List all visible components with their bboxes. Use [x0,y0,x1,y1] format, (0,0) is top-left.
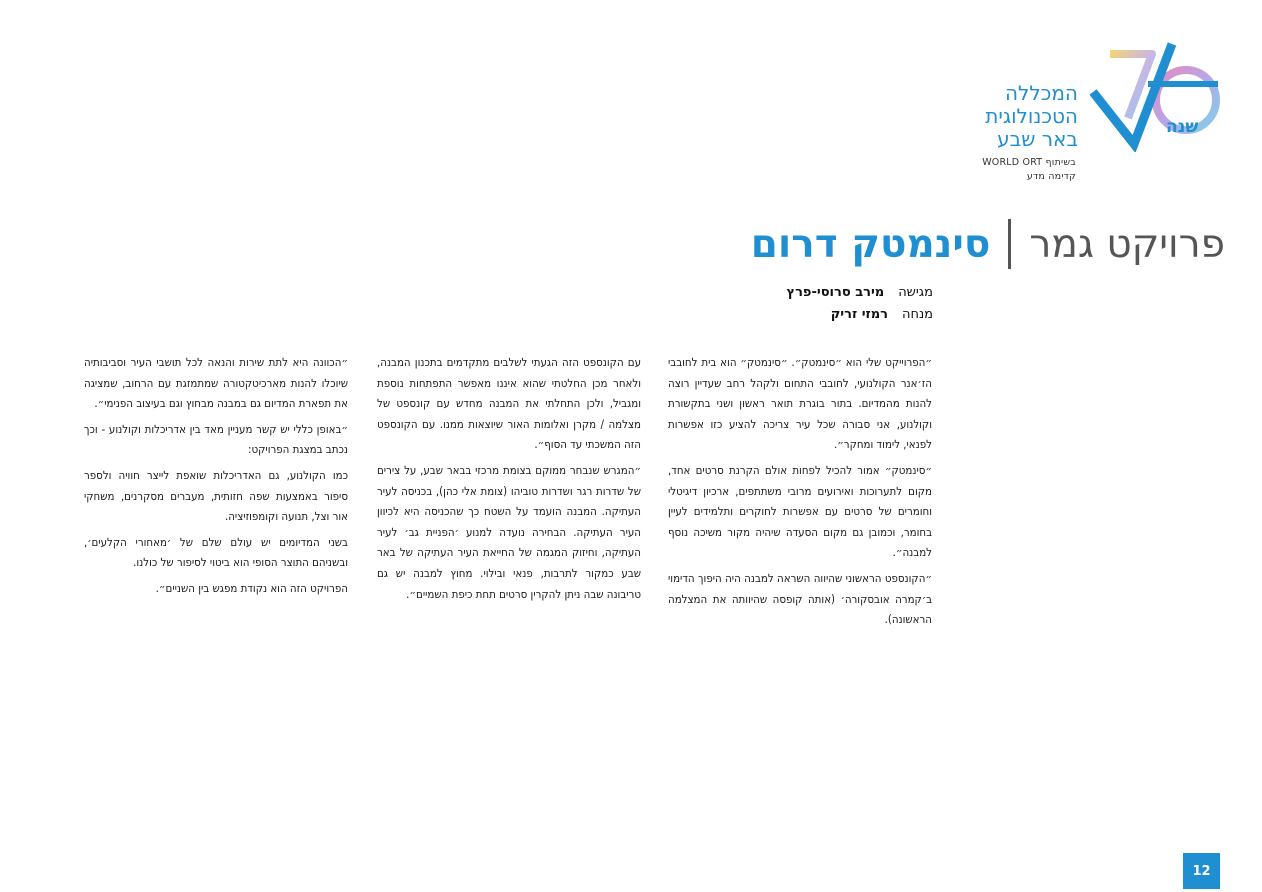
paragraph: עם הקונספט הזה הגעתי לשלבים מתקדמים בתכנון המבנה, ולאחר מכן החלטתי שהוא איננו מאפשר התפתחות נוספת ומגביל, ולכן התחלתי את המבנה מחדש עם קונספט של מצלמה / מקרן ואלומות האור שיוצאות ממנו. עם הקונספט הזה המשכתי עד הסוף״. [377,355,641,452]
paragraph: ״הכוונה היא לתת שירות והנאה לכל תושבי העיר וסביבותיה שיוכלו להנות מארכיטקטורה שמתמזגת עם הרחוב, שמציגה את תפארת המדיום גם במבנה מבחוץ וגם בעיצוב הפנימי״. [84,355,348,411]
paragraph: ״באופן כללי יש קשר מעניין מאד בין אדריכלות וקולנוע - וכך נכתב במצגת הפרויקט: [84,421,348,457]
title-prefix: פרויקט גמר [1029,221,1225,267]
page-number: 12 [1183,853,1220,889]
institution-name [956,82,1078,151]
institution-line: הטכנולוגית [985,104,1078,128]
paragraph: כמו הקולנוע, גם האדריכלות שואפת לייצר חוויה ולספר סיפור באמצעות שפה חזותית, מעברים מסקרנים, משחקי אור וצל, תנועה וקומפוזיציה. [84,467,348,524]
partner-line: בשיתוף WORLD ORT [982,157,1076,168]
project-name: סינמטק דרום [750,221,991,267]
institution-line: המכללה [1004,81,1078,105]
title-divider [1008,219,1011,269]
submitter-role: מגישה [898,285,933,300]
text-column-1 [668,352,932,635]
paragraph: ״סינמטק״ אמור להכיל לפחות אולם הקרנת סרטים אחד, מקום לתערוכות ואירועים מרובי משתתפים, ארכיון דיגיטלי וחומרים של סרטים עם אפשרות לחוקרים ותלמידים לעיין בחומר, וכמובן גם מקום הסעדה שיהיה מקור משיכה נוסף למבנה״. [668,462,932,560]
institution-line: באר שבע [997,127,1078,151]
page-title [600,214,1225,274]
credits [700,282,933,326]
paragraph: ״המגרש שנבחר ממוקם בצומת מרכזי בבאר שבע, על צירים של שדרות רגר ושדרות טוביהו (צומת אלי כהן), בכניסה לעיר העתיקה. המבנה הועמד על השטח כך שהכניסה היא לכיוון העיר העתיקה. הבחירה נועדה למנוע ׳הפניית גב׳ לעיר העתיקה, וחיזוק המגמה של החייאת העיר העתיקה של באר שבע כמקור לתרבות, פנאי ובילוי. מחוץ למבנה יש גם טריבונה שבה ניתן להקרין סרטים תחת כיפת השמיים״. [377,462,641,601]
logo-badge-text: שנה [1166,117,1199,137]
college-70-years-logo [1088,40,1223,152]
submitter-name: מירב סרוסי-פרץ [786,285,885,300]
advisor-row [700,304,933,326]
paragraph: ״הקונספט הראשוני שהיווה השראה למבנה היה היפוך הדימוי ב׳קמרה אובסקורה׳ (אותה קופסה שהיוותה את המצלמה הראשונה). [668,570,932,627]
text-column-3 [84,352,348,604]
paragraph: ״הפרוייקט שלי הוא ״סינמטק״. ״סינמטק״ הוא בית לחובבי הז׳אנר הקולנועי, לחובבי התחום ולקהל רחב שעדיין רוצה להנות מהמדיום. בתור בוגרת תואר ראשון ושני בתקשורת וקולנוע, אני סבורה שכל עיר צריכה להציע כזו אפשרות לפנאי, לימוד ומחקר״. [668,355,932,452]
paragraph: בשני המדיומים יש עולם שלם של ׳מאחורי הקלעים׳, ובשניהם התוצר הסופי הוא ביטוי לסיפור של כולנו. [84,534,348,570]
partner-line: קדימה מדע [1026,171,1076,182]
advisor-role: מנחה [901,307,933,322]
submitter-row [700,282,933,304]
advisor-name: רמזי זריק [830,307,888,322]
text-column-2 [377,352,641,609]
paragraph: הפרויקט הזה הוא נקודת מפגש בין השניים״. [155,580,348,595]
partner-text [940,156,1076,184]
